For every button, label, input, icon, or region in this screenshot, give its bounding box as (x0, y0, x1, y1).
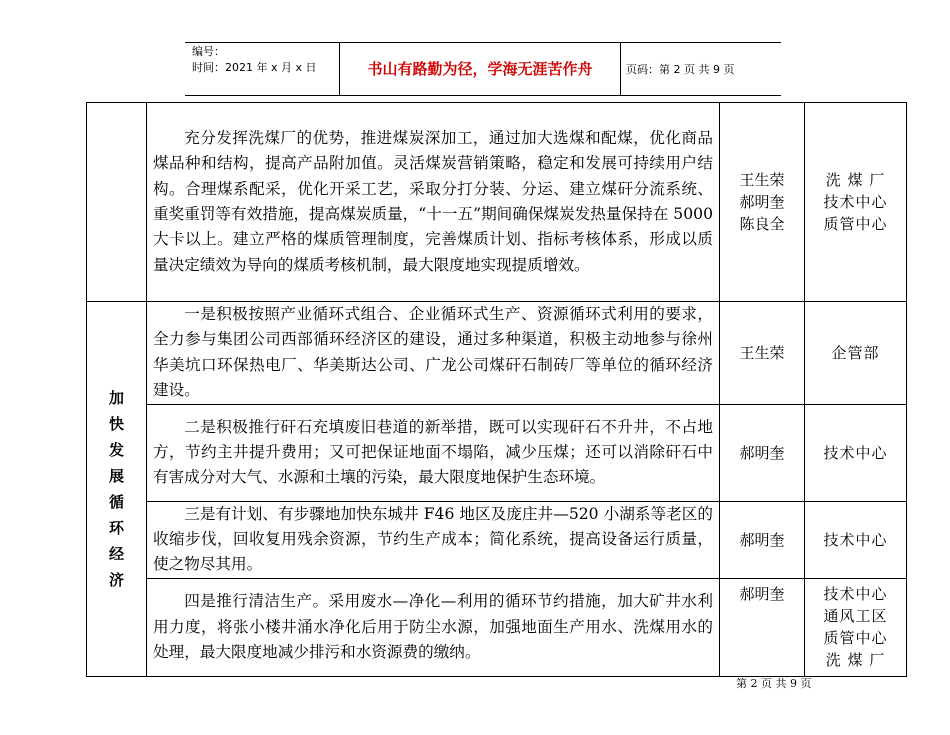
header-motto: 书山有路勤为径，学海无涯苦作舟 (367, 60, 593, 78)
measure-text: 一是积极按照产业循环式组合、企业循环式生产、资源循环式利用的要求，全力参与集团公司西部循环经济区的建设，通过多种渠道，积极主动地参与徐州华美坑口环保热电厂、华美斯达公司、广龙公司煤矸石制砖厂等单位的循环经济建设。 (147, 302, 720, 405)
responsible-department: 洗 煤 厂 技术中心 质管中心 (805, 103, 907, 302)
plan-table (86, 102, 907, 677)
table-row (87, 302, 907, 405)
header-divider-right (620, 42, 621, 95)
table-row (87, 578, 907, 676)
responsible-department: 企管部 (805, 302, 907, 405)
responsible-department: 技术中心 (805, 404, 907, 501)
measure-text: 二是积极推行矸石充填废旧巷道的新举措，既可以实现矸石不升井，不占地方，节约主井提升费用；又可把保证地面不塌陷，减少压煤；还可以消除矸石中有害成分对大气、水源和土壤的污染，最大限度地保护生态环境。 (147, 404, 720, 501)
measure-text: 四是推行清洁生产。采用废水—净化—利用的循环节约措施，加大矿井水利用力度，将张小楼井涌水净化后用于防尘水源，加强地面生产用水、洗煤用水的处理，最大限度地减少排污和水资源费的缴纳。 (147, 578, 720, 676)
table-row (87, 501, 907, 578)
page-footer: 第 2 页 共 9 页 (736, 677, 812, 690)
responsible-person: 郝明奎 (720, 501, 805, 578)
responsible-department: 技术中心 通风工区 质管中心 洗 煤 厂 (805, 578, 907, 676)
responsible-person: 郝明奎 (720, 404, 805, 501)
responsible-person: 王生荣 郝明奎 陈良全 (720, 103, 805, 302)
table-row (87, 404, 907, 501)
document-number-label: 编号： (192, 45, 225, 58)
responsible-person: 王生荣 (720, 302, 805, 405)
header-meta (192, 44, 317, 76)
table-row (87, 103, 907, 302)
measure-text: 三是有计划、有步骤地加快东城井 F46 地区及庞庄井—520 小湖系等老区的收缩步伐，回收复用残余资源，节约生产成本；简化系统，提高设备运行质量，使之物尽其用。 (147, 501, 720, 578)
category-cell-empty (87, 103, 147, 302)
responsible-person: 郝明奎 (720, 578, 805, 676)
document-time: 时间：2021 年 x 月 x 日 (192, 61, 317, 74)
header-page-info: 页码：第 2 页 共 9 页 (626, 62, 735, 76)
category-cell: 加 快 发 展 循 环 经 济 (87, 302, 147, 677)
responsible-department: 技术中心 (805, 501, 907, 578)
header-bottom-rule (185, 95, 781, 96)
measure-text: 充分发挥洗煤厂的优势，推进煤炭深加工，通过加大选煤和配煤，优化商品煤品种和结构，提高产品附加值。灵活煤炭营销策略，稳定和发展可持续用户结构。合理煤系配采，优化开采工艺，采取分打分装、分运、建立煤矸分流系统、重奖重罚等有效措施，提高煤炭质量，“十一五”期间确保煤炭发热量保持在 5000 大卡以上。建立严格的煤质管理制度，完善煤质计划、指标考核体系，形成以质量决定绩效为导向的煤质考核机制，最大限度地实现提质增效。 (147, 103, 720, 302)
